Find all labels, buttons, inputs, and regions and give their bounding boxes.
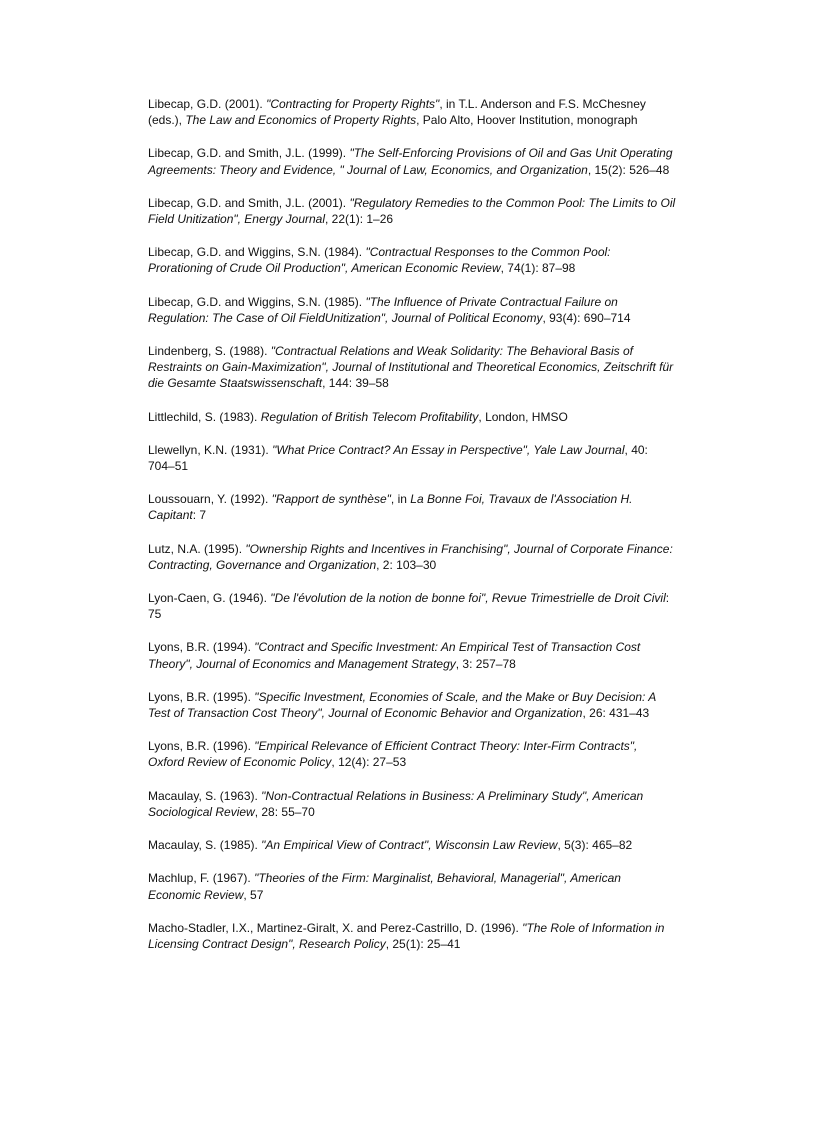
ref-text: , in T.L. Anderson and F.S. McChesney (eds.),	[148, 97, 646, 128]
ref-title: "Contractual Responses to the Common Pool: Prorationing of Crude Oil Production", American Economic Review	[148, 245, 611, 276]
ref-title: "Contractual Relations and Weak Solidarity: The Behavioral Basis of Restraints on Gain-Maximization", Journal of Institutional and Theoretical Economics, Zeitschrift für die Gesamte Staatswissenschaft	[148, 344, 674, 391]
ref-title: "What Price Contract? An Essay in Perspective", Yale Law Journal	[272, 442, 625, 457]
ref-text: Lyon-Caen, G. (1946).	[148, 591, 271, 606]
ref-text: Lyons, B.R. (1994).	[148, 640, 255, 655]
ref-text: , 28: 55–70	[254, 804, 315, 819]
ref-title: "The Self-Enforcing Provisions of Oil and Gas Unit Operating Agreements: Theory and Evidence, " Journal of Law, Economics, and Organization	[148, 146, 673, 177]
reference-entry	[148, 244, 676, 276]
ref-title: "The Influence of Private Contractual Failure on Regulation: The Case of Oil FieldUnitization", Journal of Political Economy	[148, 294, 618, 325]
reference-entry	[148, 870, 676, 902]
ref-text: , 3: 257–78	[455, 656, 516, 671]
reference-entry	[148, 689, 676, 721]
ref-text: : 7	[192, 508, 207, 523]
ref-text: : 75	[148, 591, 670, 622]
reference-entry	[148, 294, 676, 326]
ref-title: The Law and Economics of Property Rights	[185, 113, 417, 128]
ref-title: "De l'évolution de la notion de bonne foi", Revue Trimestrielle de Droit Civil	[270, 591, 666, 606]
ref-text: , 144: 39–58	[322, 376, 389, 391]
ref-text: Lindenberg, S. (1988).	[148, 344, 271, 359]
ref-text: Llewellyn, K.N. (1931).	[148, 442, 273, 457]
ref-text: , 15(2): 526–48	[587, 162, 670, 177]
ref-text: , Palo Alto, Hoover Institution, monograph	[416, 113, 638, 128]
ref-text: , 93(4): 690–714	[542, 310, 631, 325]
reference-entry	[148, 788, 676, 820]
ref-text: , 74(1): 87–98	[500, 261, 576, 276]
ref-title: "Empirical Relevance of Efficient Contract Theory: Inter-Firm Contracts", Oxford Review of Economic Policy	[148, 739, 638, 770]
reference-entry	[148, 639, 676, 671]
ref-text: Libecap, G.D. and Wiggins, S.N. (1984).	[148, 245, 366, 260]
ref-text: , in	[390, 492, 411, 507]
ref-text: Lyons, B.R. (1996).	[148, 739, 255, 754]
ref-title: "Ownership Rights and Incentives in Franchising", Journal of Corporate Finance: Contracting, Governance and Organization	[148, 541, 673, 572]
ref-text: Littlechild, S. (1983).	[148, 409, 261, 424]
ref-text: Lutz, N.A. (1995).	[148, 541, 246, 556]
reference-entry	[148, 590, 676, 622]
ref-text: Libecap, G.D. (2001).	[148, 97, 267, 111]
ref-title: "The Role of Information in Licensing Contract Design", Research Policy	[148, 920, 665, 951]
reference-entry	[148, 920, 676, 952]
ref-title: "Specific Investment, Economies of Scale, and the Make or Buy Decision: A Test of Transaction Cost Theory", Journal of Economic Behavior and Organization	[148, 689, 656, 721]
ref-title: "Rapport de synthèse"	[271, 492, 391, 507]
ref-title: La Bonne Foi, Travaux de l'Association H. Capitant	[148, 492, 633, 523]
reference-entry	[148, 343, 676, 392]
ref-title: "Regulatory Remedies to the Common Pool: The Limits to Oil Field Unitization", Energy Journal	[148, 195, 676, 227]
ref-text: Libecap, G.D. and Smith, J.L. (1999).	[148, 146, 350, 161]
ref-text: , London, HMSO	[478, 409, 568, 424]
reference-list	[148, 96, 676, 969]
ref-title: "Non-Contractual Relations in Business: A Preliminary Study", American Sociological Review	[148, 788, 644, 819]
reference-entry	[148, 442, 676, 474]
ref-text: , 22(1): 1–26	[325, 212, 394, 227]
ref-title: "Contracting for Property Rights"	[266, 97, 440, 111]
reference-entry	[148, 96, 676, 128]
ref-text: Libecap, G.D. and Wiggins, S.N. (1985).	[148, 294, 366, 309]
reference-entry	[148, 541, 676, 573]
ref-text: , 12(4): 27–53	[331, 755, 407, 770]
ref-text: Machlup, F. (1967).	[148, 871, 255, 886]
ref-text: , 5(3): 465–82	[557, 838, 633, 853]
ref-text: , 2: 103–30	[376, 557, 437, 572]
ref-text: Macaulay, S. (1985).	[148, 838, 262, 853]
ref-title: "Theories of the Firm: Marginalist, Behavioral, Managerial", American Economic Review	[148, 871, 621, 902]
reference-entry	[148, 195, 676, 227]
reference-entry	[148, 738, 676, 770]
ref-text: , 26: 431–43	[582, 706, 650, 721]
ref-text: , 25(1): 25–41	[385, 936, 461, 951]
ref-title: "Contract and Specific Investment: An Empirical Test of Transaction Cost Theory", Journal of Economics and Management Strategy	[148, 640, 641, 671]
reference-entry	[148, 145, 676, 177]
reference-entry	[148, 837, 676, 853]
reference-entry	[148, 491, 676, 523]
ref-title: "An Empirical View of Contract", Wisconsin Law Review	[261, 838, 558, 853]
ref-title: Regulation of British Telecom Profitability	[260, 409, 479, 424]
ref-text: Loussouarn, Y. (1992).	[148, 492, 272, 507]
ref-text: Macaulay, S. (1963).	[148, 788, 262, 803]
ref-text: Macho-Stadler, I.X., Martinez-Giralt, X. and Perez-Castrillo, D. (1996).	[148, 920, 523, 935]
reference-entry	[148, 409, 676, 425]
ref-text: , 57	[243, 887, 264, 902]
ref-text: Lyons, B.R. (1995).	[148, 689, 255, 704]
ref-text: , 40: 704–51	[148, 442, 648, 474]
ref-text: Libecap, G.D. and Smith, J.L. (2001).	[148, 195, 350, 210]
